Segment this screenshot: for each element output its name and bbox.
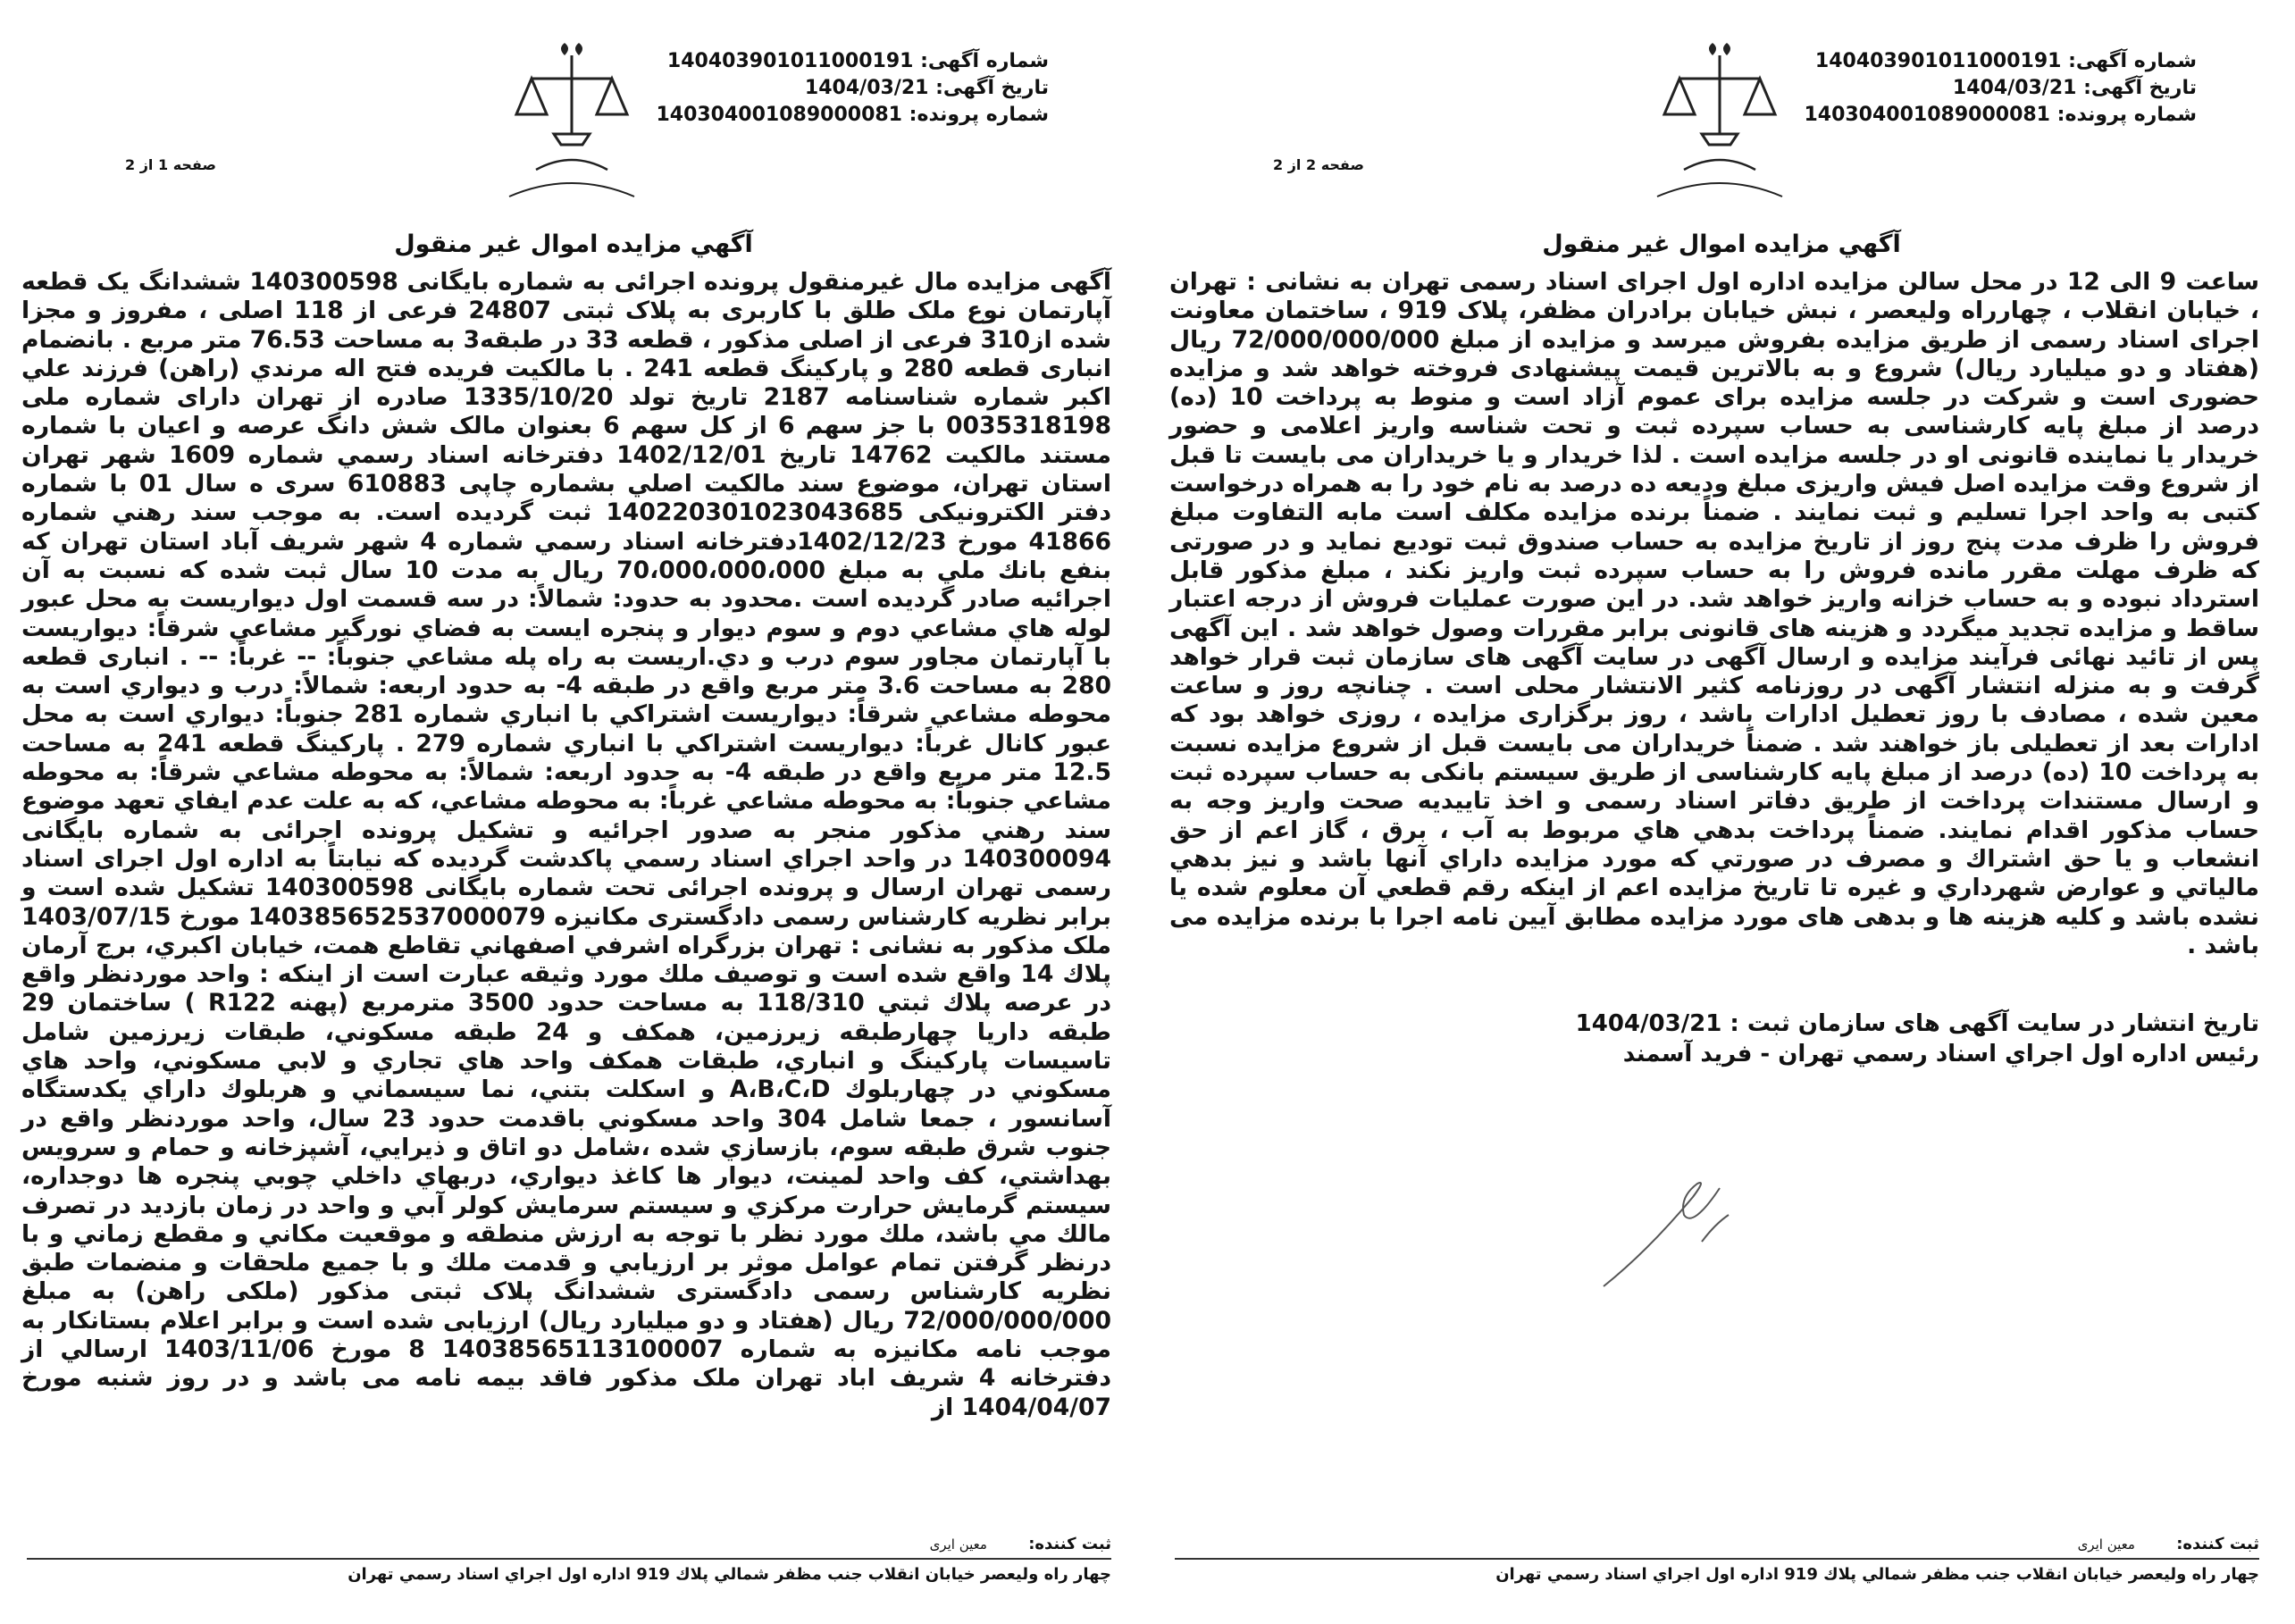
- recorder-name: معین ایری: [929, 1536, 987, 1553]
- signer: رئيس اداره اول اجراي اسناد رسمي تهران - فريد آسمند: [1622, 1041, 2259, 1067]
- notice-body-text: ساعت 9 الی 12 در محل سالن مزایده اداره اول اجرای اسناد رسمی تهران به نشانی : تهران ، خیابان انقلاب ، چهارراه ولیعصر ، نبش خیابان برادران مظفر، پلاک 919 ، ساختمان معاونت اجرای اسناد رسمی از طریق مزایده بفروش میرسد و مزایده از مبلغ 72/000/000/000 ریال (هفتاد و دو میلیارد ریال) شروع و به بالاترین قیمت پیشنهادی فروخته خواهد شد و مزایده حضوری است و شرکت در جلسه مزایده برای عموم آزاد است و منوط به پرداخت 10 (ده) درصد از مبلغ پایه کارشناسی به حساب سپرده ثبت و تحت شناسه واریز اعلامی و حضور خریدار یا نماینده قانونی او در جلسه مزایده است . لذا خریدار و یا خریداران می بایست تا قبل از شروع وقت مزایده اصل فیش واریزی مبلغ ودیعه ده درصد به نام خود را به همراه درخواست کتبی به واحد اجرا تسلیم و ثبت نمایند . ضمناً برنده مزایده مکلف است مابه التفاوت مبلغ فروش را ظرف مدت پنج روز از تاریخ مزایده به حساب صندوق ثبت تودیع نماید و در صورتی که ظرف مهلت مقرر مانده فروش را به حساب سپرده ثبت واریز نکند ، مبلغ مذکور قابل استرداد نبوده و به حساب خزانه واریز خواهد شد. در این صورت عملیات فروش از درجه اعتبار ساقط و مزایده تجدید میگردد و هزینه های قانونی برابر مقررات وصول خواهد شد . این آگهی پس از تائید نهائی فرآیند مزایده و ارسال آگهی در سایت آگهی های سازمان ثبت قرار خواهد گرفت و به منزله انتشار آگهی در روزنامه کثیر الانتشار محلی است . چنانچه روز و ساعت معین شده ، مصادف با روز تعطیل ادارات باشد ، روز برگزاری مزایده ، روزی خواهد بود که ادارات بعد از تعطیلی باز خواهند شد . ضمناً خریداران می بایست قبل از شروع مزایده نسبت به پرداخت 10 (ده) درصد از مبلغ پایه کارشناسی از طریق سیستم بانکی به حساب سپرده ثبت و ارسال مستندات پرداخت از طریق دفاتر اسناد رسمی و اخذ تاییدیه صحت واریز وجه به حساب مذکور اقدام نمایند. ضمناً پرداخت بدهي هاي مربوط به آب ، برق ، گاز اعم از حق انشعاب و يا حق اشتراك و مصرف در صورتي كه مورد مزايده داراي آنها باشد و نيز بدهي مالياتي و عوارض شهرداري و غيره تا تاريخ مزايده اعم از اينكه رقم قطعي آن معلوم شده يا نشده باشد و كليه هزينه ها و بدهی های مورد مزایده مطابق آیین نامه اجرا با برنده مزايده مى باشد .: [1169, 268, 2260, 959]
- notice-number: شماره آگهی: 140403901011000191: [1814, 50, 2197, 72]
- page-number: صفحه 2 از 2: [1273, 156, 1364, 173]
- recorder-name: معین ایری: [2077, 1536, 2135, 1553]
- case-number: شماره پرونده: 140304001089000081: [1804, 104, 2197, 126]
- page-number: صفحه 1 از 2: [125, 156, 216, 173]
- notice-date: تاریخ آگهی: 1404/03/21: [1952, 77, 2197, 99]
- page-footer: [1175, 1535, 2259, 1584]
- judiciary-emblem-icon: [1630, 36, 1809, 214]
- notice-body-text: آگهی مزایده مال غیرمنقول پرونده اجرائی به شماره بایگانی 140300598 ششدانگ یک قطعه آپارتمان نوع ملک طلق با کاربری به پلاک ثبتی 24807 فرعی از 118 اصلی ، مفروز و مجزا شده از310 فرعی از اصلی مذکور ، قطعه 33 در طبقه3 به مساحت 76.53 متر مربع . بانضمام انباری قطعه 280 و پارکینگ قطعه 241 . با مالکیت فریده فتح اله مرندي (راهن) فرزند علي اكبر شماره شناسنامه 2187 تاریخ تولد 1335/10/20 صادره از تهران دارای شماره ملی 0035318198 با جز سهم 6 از کل سهم 6 بعنوان مالک شش دانگ عرصه و اعیان با شماره مستند مالکیت 14762 تاریخ 1402/12/01 دفترخانه اسناد رسمي شماره 1609 شهر تهران استان تهران، موضوع سند مالكيت اصلي بشماره چاپی 610883 سری ه سال 01 با شماره دفتر الكترونيكی 140220301023043685 ثبت گرديده است. به موجب سند رهني شماره 41866 مورخ 1402/12/23دفترخانه اسناد رسمي شماره 4 شهر شريف آباد استان تهران كه بنفع بانك ملي به مبلغ 70،000،000،000 ريال به مدت 10 سال ثبت شده كه نسبت به آن اجرائيه صادر گرديده است .محدود به حدود: شمالاً: در سه قسمت اول ديواريست به محل عبور لوله هاي مشاعي دوم و سوم ديوار و پنجره ايست به فضاي نورگير مشاعي شرقاً: ديواريست با آپارتمان مجاور سوم درب و دي.اريست به راه پله مشاعي جنوباً: -- غرباً: -- . انباری قطعه 280 به مساحت 3.6 متر مربع واقع در طبقه 4- به حدود اربعه: شمالاً: درب و ديواري است به محوطه مشاعي شرقاً: ديواريست اشتراكي با انباري شماره 281 جنوباً: ديواري است به محل عبور كانال غرباً: ديواريست اشتراكي با انباري شماره 279 . پاركينگ قطعه 241 به مساحت 12.5 متر مربع واقع در طبقه 4- به حدود اربعه: شمالاً: به محوطه مشاعي شرقاً: به محوطه مشاعي جنوباً: به محوطه مشاعي غرباً: به محوطه مشاعي، كه به علت عدم ايفاي تعهد موضوع سند رهني مذكور منجر به صدور اجرائيه و تشكيل پرونده اجرائی به شماره بایگانی 140300094 در واحد اجراي اسناد رسمي پاكدشت گرديده كه نيابتاً به اداره اول اجرای اسناد رسمی تهران ارسال و پرونده اجرائی تحت شماره بایگانی 140300598 تشکیل شده است و برابر نظریه کارشناس رسمی دادگستری مکانیزه 140385652537000079 مورخ 1403/07/15 ملک مذكور به نشانی : تهران بزرگراه اشرفي اصفهاني تقاطع همت، خيابان اكبري، برج آرمان پلاك 14 واقع شده است و توصيف ملك مورد وثيقه عبارت است از اينكه : واحد موردنظر واقع در عرصه پلاك ثبتي 118/310 به مساحت حدود 3500 مترمربع (پهنه R122 ) ساختمان 29 طبقه داريا چهارطبقه زيرزمين، همكف و 24 طبقه مسكوني، طبقات زيرزمين شامل تاسيسات پاركينگ و انباري، طبقات همكف واحد هاي تجاري و لابي مسكوني، واحد هاي مسكوني در چهاربلوك A،B،C،D و اسكلت بتني، نما سيسماني و هربلوك داراي يكدستگاه آسانسور ، جمعا شامل 304 واحد مسكوني باقدمت حدود 23 سال، واحد موردنظر واقع در جنوب شرق طبقه سوم، بازسازي شده ،شامل دو اتاق و ذيرايي، آشپزخانه و حمام و سرويس بهداشتي، كف واحد لمينت، ديوار ها كاغذ ديواري، دربهاي داخلي چوبي پنجره ها دوجداره، سيستم گرمايش حرارت مركزي و سيستم سرمايش كولر آبي و واحد در زمان بازديد در تصرف مالك مي باشد، ملك مورد نظر با توجه به ارزش منطقه و موقعيت مكاني و مقطع زماني و با درنظر گرفتن تمام عوامل موثر بر ارزيابي و قدمت ملك و با جميع ملحقات و منضمات طبق نظريه كارشناس رسمی دادگستری ششدانگ پلاک ثبتی مذکور (ملکی راهن) به مبلغ 72/000/000/000 ريال (هفتاد و دو میلیارد ریال) ارزیابی شده است و برابر اعلام بستانكار به موجب نامه مكانيزه به شماره 14038565113100007 8 مورخ 1403/11/06 ارسالي از دفترخانه 4 شريف اباد تهران ملک مذکور فاقد بیمه نامه می باشد و در روز شنبه مورخ 1404/04/07 از: [21, 268, 1112, 1421]
- footer-divider: [1175, 1558, 2259, 1560]
- page-2: [1148, 0, 2295, 1624]
- footer-divider: [27, 1558, 1111, 1560]
- notice-body: [1169, 268, 2259, 960]
- notice-title: آگهي مزايده اموال غير منقول: [394, 230, 753, 258]
- recorder-label: ثبت کننده:: [1028, 1535, 1111, 1553]
- page-1: [0, 0, 1147, 1624]
- office-address: چهار راه وليعصر خيابان انقلاب جنب مظفر شمالي پلاك 919 اداره اول اجراي اسناد رسمي تهران: [1495, 1565, 2259, 1584]
- page-header: [0, 36, 1147, 214]
- recorder-label: ثبت کننده:: [2176, 1535, 2259, 1553]
- judiciary-emblem-icon: [482, 36, 661, 214]
- recorder: [1175, 1535, 2259, 1553]
- page-header: [1148, 36, 2295, 214]
- page-footer: [27, 1535, 1111, 1584]
- publish-date: تاریخ انتشار در سایت آگهی های سازمان ثبت : 1404/03/21: [1575, 1010, 2259, 1037]
- case-number: شماره پرونده: 140304001089000081: [656, 104, 1049, 126]
- notice-body: [21, 268, 1111, 1422]
- office-address: چهار راه وليعصر خيابان انقلاب جنب مظفر شمالي پلاك 919 اداره اول اجراي اسناد رسمي تهران: [348, 1565, 1111, 1584]
- signature-icon: [1595, 1161, 1746, 1295]
- recorder: [27, 1535, 1111, 1553]
- notice-title: آگهي مزايده اموال غير منقول: [1542, 230, 1901, 258]
- notice-number: شماره آگهی: 140403901011000191: [666, 50, 1049, 72]
- notice-date: تاریخ آگهی: 1404/03/21: [804, 77, 1049, 99]
